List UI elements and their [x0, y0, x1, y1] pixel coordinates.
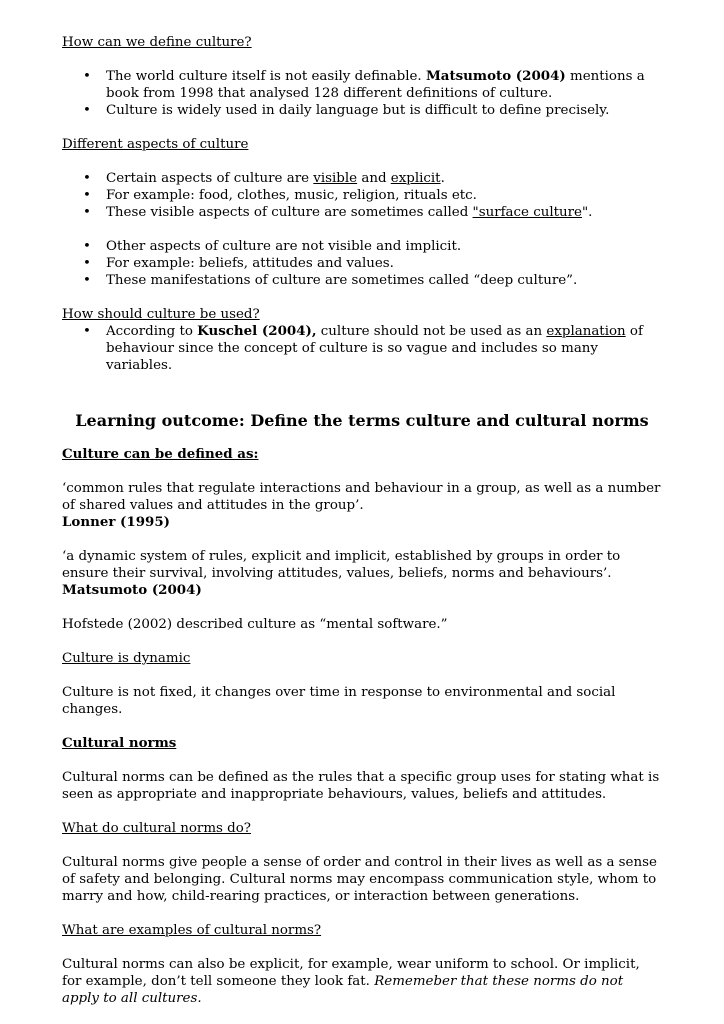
text-span: and: [357, 171, 391, 186]
document-page: [62, 34, 662, 1007]
list-item: [62, 204, 662, 221]
list-item: • For example: beliefs, attitudes and values.: [62, 255, 662, 272]
cultural-norms-heading: Cultural norms: [62, 735, 177, 751]
text-span: of behaviour since the concept of culture is so vague and includes so many variables.: [106, 324, 643, 373]
underlined-term: "surface culture: [472, 205, 582, 220]
norms-examples-heading: What are examples of cultural norms?: [62, 923, 322, 938]
text-span: These visible aspects of culture are sometimes called: [106, 205, 473, 220]
text-span: Cultural norms can also be explicit, for example, wear uniform to school. Or implicit, for example, don’t tell someone they look fat.: [62, 957, 640, 989]
underlined-term: visible: [313, 171, 358, 186]
text-span: culture should not be used as an: [316, 324, 547, 339]
dynamic-text: Culture is not fixed, it changes over time in response to environmental and social changes.: [62, 685, 616, 717]
learning-outcome-title: Learning outcome: Define the terms culture and cultural norms: [75, 411, 649, 430]
define-culture-list: [62, 68, 662, 119]
define-culture-heading: How can we define culture?: [62, 35, 252, 50]
norms-purpose-heading: What do cultural norms do?: [62, 821, 251, 836]
list-item: • Culture is widely used in daily language but is difficult to define precisely.: [62, 102, 662, 119]
aspects-list-implicit: [62, 238, 662, 289]
list-item: [62, 170, 662, 187]
usage-list: [62, 323, 662, 374]
norms-examples-text: [62, 956, 662, 1007]
underlined-term: explanation: [546, 324, 626, 339]
definition-quote-2: [62, 548, 662, 599]
list-item: [62, 323, 662, 374]
citation: Matsumoto (2004): [62, 582, 202, 598]
text-span: ‘a dynamic system of rules, explicit and implicit, established by groups in order to ensure their survival, involving attitudes, values, beliefs, norms and behaviours’.: [62, 549, 621, 581]
culture-definition-heading: Culture can be defined as:: [62, 446, 259, 462]
text-span: According to: [106, 324, 198, 339]
definition-quote-1: ‘common rules that regulate interactions and behaviour in a group, as well as a number of shared values and attitudes in the group’.: [62, 481, 661, 513]
cultural-norms-text: Cultural norms can be defined as the rules that a specific group uses for stating what is seen as appropriate and inappropriate behaviours, values, beliefs and attitudes.: [62, 770, 660, 802]
list-item: • Other aspects of culture are not visible and implicit.: [62, 238, 662, 255]
usage-heading: How should culture be used?: [62, 307, 260, 322]
aspects-list-visible: [62, 170, 662, 221]
dynamic-heading: Culture is dynamic: [62, 651, 191, 666]
list-item: • For example: food, clothes, music, religion, rituals etc.: [62, 187, 662, 204]
aspects-heading: Different aspects of culture: [62, 137, 249, 152]
citation: Kuschel (2004),: [197, 323, 317, 339]
text-span: The world culture itself is not easily definable.: [106, 69, 426, 84]
text-span: mentions a book from 1998 that analysed 128 different definitions of culture.: [106, 69, 645, 101]
citation: Matsumoto (2004): [425, 68, 566, 84]
italic-note: Rememeber that these norms do not apply to all cultures.: [62, 974, 624, 1006]
text-span: .: [440, 171, 445, 186]
list-item: • These manifestations of culture are sometimes called “deep culture”.: [62, 272, 662, 289]
norms-purpose-text: Cultural norms give people a sense of order and control in their lives as well as a sense of safety and belonging. Cultural norms may encompass communication style, whom to marry and how, child-rearing practices, or interaction between generations.: [62, 855, 657, 904]
underlined-term: explicit: [390, 171, 441, 186]
text-span: ".: [581, 205, 593, 220]
list-item: [62, 68, 662, 102]
definition-source-1: Lonner (1995): [62, 514, 170, 530]
text-span: Certain aspects of culture are: [106, 171, 314, 186]
hofstede-definition: Hofstede (2002) described culture as “mental software.”: [62, 617, 448, 632]
